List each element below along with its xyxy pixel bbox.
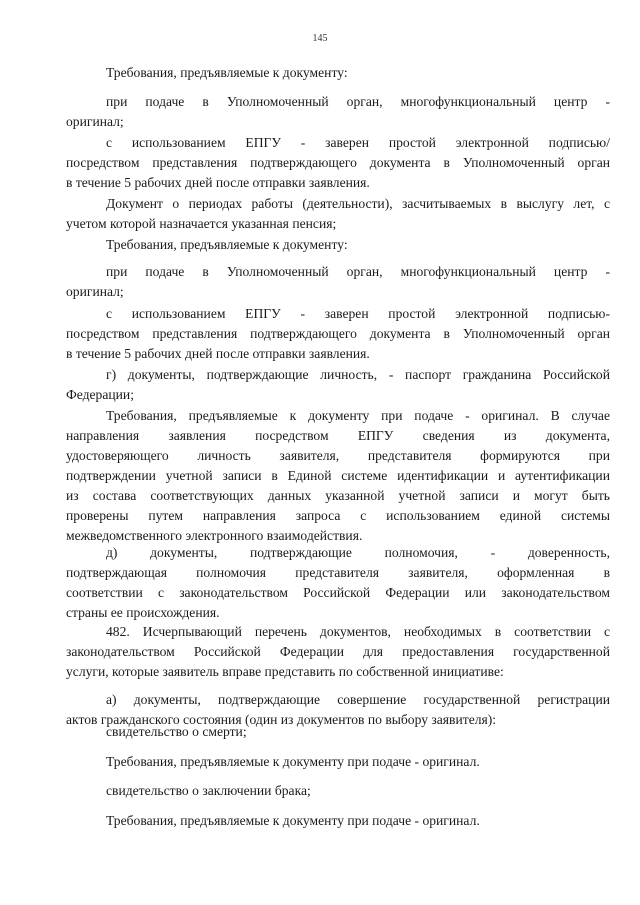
text-line: проверены путем направления запроса с использованием единой системы (66, 508, 610, 523)
paragraph (66, 406, 610, 546)
text-line: из состава соответствующих данных указанной учетной записи и могут быть (66, 488, 610, 503)
paragraph (66, 365, 610, 405)
paragraph (66, 133, 610, 193)
text-line: свидетельство о смерти; (106, 724, 247, 739)
paragraph (66, 194, 610, 234)
text-line: с использованием ЕПГУ - заверен простой электронной подписью/ (106, 135, 610, 150)
text-line: с использованием ЕПГУ - заверен простой электронной подписью- (106, 306, 610, 321)
text-line: соответствии с законодательством Российской Федерации или законодательством (66, 585, 610, 600)
text-line: направления заявления посредством ЕПГУ сведения из документа, (66, 428, 610, 443)
paragraph (66, 235, 610, 255)
text-line: посредством представления подтверждающего документа в Уполномоченный орган (66, 326, 610, 341)
text-line: межведомственного электронного взаимодействия. (66, 528, 363, 543)
paragraph (66, 63, 610, 83)
text-line: оригинал; (66, 284, 124, 299)
paragraph (66, 543, 610, 623)
page-number: 145 (312, 33, 328, 44)
paragraph (66, 92, 610, 132)
text-line: при подаче в Уполномоченный орган, многофункциональный центр - (106, 264, 610, 279)
text-line: в течение 5 рабочих дней после отправки заявления. (66, 346, 370, 361)
text-line: в течение 5 рабочих дней после отправки заявления. (66, 175, 370, 190)
text-line: свидетельство о заключении брака; (106, 783, 311, 798)
text-line: Требования, предъявляемые к документу: (106, 237, 348, 252)
text-line: услуги, которые заявитель вправе представить по собственной инициативе: (66, 664, 504, 679)
text-line: при подаче в Уполномоченный орган, многофункциональный центр - (106, 94, 610, 109)
paragraph (66, 262, 610, 302)
paragraph (66, 304, 610, 364)
text-line: удостоверяющего личность заявителя, представителя формируются при (66, 448, 610, 463)
text-line: Федерации; (66, 387, 134, 402)
text-line: актов гражданского состояния (один из документов по выбору заявителя): (66, 712, 497, 727)
text-line: учетом которой назначается указанная пенсия; (66, 216, 337, 231)
paragraph (66, 722, 610, 742)
text-line: страны ее происхождения. (66, 605, 220, 620)
paragraph (66, 752, 610, 772)
text-line: д) документы, подтверждающие полномочия, - доверенность, (106, 545, 610, 560)
text-line: г) документы, подтверждающие личность, - паспорт гражданина Российской (106, 367, 610, 382)
paragraph (66, 622, 610, 682)
paragraph (66, 811, 610, 831)
text-line: подтверждении учетной записи в Единой системе идентификации и аутентификации (66, 468, 610, 483)
text-line: законодательством Российской Федерации для предоставления государственной (66, 644, 610, 659)
text-line: оригинал; (66, 114, 124, 129)
text-line: посредством представления подтверждающего документа в Уполномоченный орган (66, 155, 610, 170)
paragraph (66, 781, 610, 801)
text-line: а) документы, подтверждающие совершение государственной регистрации (106, 692, 610, 707)
text-line: Документ о периодах работы (деятельности), засчитываемых в выслугу лет, с (106, 196, 610, 211)
text-line: Требования, предъявляемые к документу при подаче - оригинал. (106, 754, 480, 769)
text-line: Требования, предъявляемые к документу при подаче - оригинал. (106, 813, 480, 828)
text-line: 482. Исчерпывающий перечень документов, необходимых в соответствии с (106, 624, 610, 639)
text-line: Требования, предъявляемые к документу: (106, 65, 348, 80)
text-line: Требования, предъявляемые к документу при подаче - оригинал. В случае (106, 408, 610, 423)
text-line: подтверждающая полномочия представителя заявителя, оформленная в (66, 565, 610, 580)
